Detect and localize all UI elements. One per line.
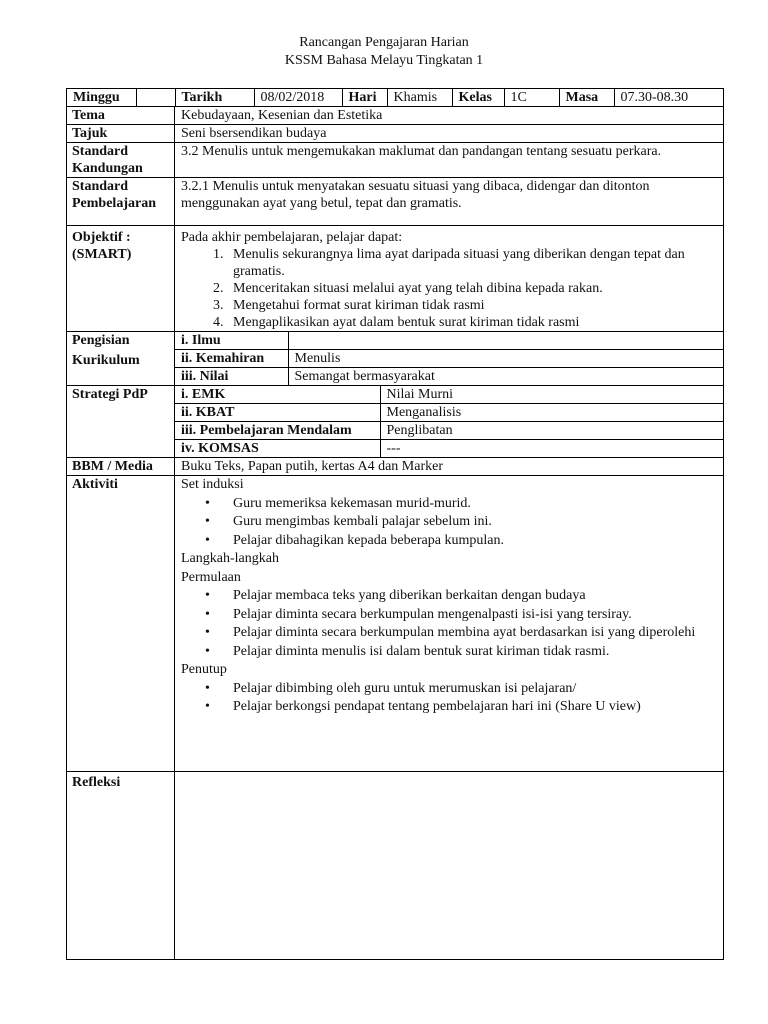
refleksi-row <box>67 772 724 960</box>
standard-pembelajaran-value-line2: menggunakan ayat yang betul, tepat dan gramatis. <box>181 196 462 211</box>
komsas-value: --- <box>380 440 723 458</box>
emk-label: i. EMK <box>175 386 380 404</box>
langkah-title: Langkah-langkah <box>181 551 279 566</box>
header-info-table <box>67 89 724 106</box>
objektif-item: 4. Mengaplikasikan ayat dalam bentuk surat kiriman tidak rasmi <box>227 314 717 331</box>
objektif-item: 1. Menulis sekurangnya lima ayat daripada situasi yang diberikan dengan tepat dan gramatis. <box>227 246 717 280</box>
objektif-label-line1: Objektif : <box>72 230 131 245</box>
list-item: • Pelajar dibahagikan kepada beberapa kumpulan. <box>227 532 717 551</box>
list-item: • Pelajar membaca teks yang diberikan berkaitan dengan budaya <box>227 587 717 606</box>
tarikh-value: 08/02/2018 <box>254 89 342 106</box>
standard-pembelajaran-label <box>67 178 175 226</box>
pengisian-label-line2: Kurikulum <box>72 353 140 368</box>
strategi-label: Strategi PdP <box>67 386 175 458</box>
pembelajaran-mendalam-value: Penglibatan <box>380 422 723 440</box>
objektif-label-line2: (SMART) <box>72 247 132 262</box>
ilmu-label: i. Ilmu <box>175 332 288 350</box>
list-item: • Pelajar diminta secara berkumpulan mengenalpasti isi-isi yang tersiray. <box>227 606 717 625</box>
list-item: • Pelajar diminta secara berkumpulan membina ayat berdasarkan isi yang diperolehi <box>227 624 717 643</box>
tajuk-row <box>67 125 724 143</box>
strategi-row <box>67 386 724 458</box>
standard-pembelajaran-row <box>67 178 724 226</box>
kemahiran-label: ii. Kemahiran <box>175 350 288 368</box>
standard-kandungan-row <box>67 143 724 178</box>
penutup-title: Penutup <box>181 662 227 677</box>
bbm-row <box>67 458 724 476</box>
masa-value: 07.30-08.30 <box>614 89 724 106</box>
refleksi-value <box>175 772 724 960</box>
tema-value: Kebudayaan, Kesenian dan Estetika <box>175 107 724 125</box>
aktiviti-label: Aktiviti <box>67 476 175 772</box>
kelas-value: 1C <box>504 89 559 106</box>
kelas-label: Kelas <box>452 89 504 106</box>
objektif-item: 2. Menceritakan situasi melalui ayat yang telah dibina kepada rakan. <box>227 280 717 297</box>
list-item: • Guru mengimbas kembali palajar sebelum ini. <box>227 513 717 532</box>
ilmu-value <box>288 332 723 350</box>
doc-subtitle: KSSM Bahasa Melayu Tingkatan 1 <box>284 53 484 68</box>
minggu-value <box>136 89 175 106</box>
doc-title: Rancangan Pengajaran Harian <box>299 35 469 50</box>
bbm-value: Buku Teks, Papan putih, kertas A4 dan Marker <box>175 458 724 476</box>
tajuk-label: Tajuk <box>67 125 175 143</box>
pengisian-row <box>67 332 724 386</box>
objektif-content <box>175 226 724 332</box>
permulaan-title: Permulaan <box>181 569 241 585</box>
standard-kandungan-label <box>67 143 175 178</box>
standard-pembelajaran-label-line1: Standard <box>72 179 129 194</box>
nilai-label: iii. Nilai <box>175 368 288 386</box>
refleksi-label: Refleksi <box>67 772 175 960</box>
kbat-label: ii. KBAT <box>175 404 380 422</box>
bbm-label: BBM / Media <box>67 458 175 476</box>
standard-pembelajaran-value <box>175 178 724 226</box>
hari-label: Hari <box>342 89 387 106</box>
hari-value: Khamis <box>387 89 452 106</box>
tema-label: Tema <box>67 107 175 125</box>
aktiviti-row <box>67 476 724 772</box>
page-header <box>0 34 768 70</box>
standard-pembelajaran-label-line2: Pembelajaran <box>72 196 156 211</box>
list-item: • Pelajar berkongsi pendapat tentang pembelajaran hari ini (Share U view) <box>227 698 717 717</box>
standard-pembelajaran-value-line1: 3.2.1 Menulis untuk menyatakan sesuatu situasi yang dibaca, didengar dan ditonton <box>181 179 650 194</box>
objektif-label <box>67 226 175 332</box>
aktiviti-content <box>175 476 724 772</box>
nilai-value: Semangat bermasyarakat <box>288 368 723 386</box>
emk-value: Nilai Murni <box>380 386 723 404</box>
komsas-label: iv. KOMSAS <box>175 440 380 458</box>
lesson-plan-table <box>66 88 724 960</box>
list-item: • Pelajar dibimbing oleh guru untuk merumuskan isi pelajaran/ <box>227 680 717 699</box>
pengisian-label-line1: Pengisian <box>72 333 130 348</box>
tajuk-value: Seni bsersendikan budaya <box>175 125 724 143</box>
strategi-table <box>175 386 723 457</box>
standard-kandungan-value: 3.2 Menulis untuk mengemukakan maklumat dan pandangan tentang sesuatu perkara. <box>175 143 724 178</box>
objektif-list <box>181 246 717 331</box>
penutup-list <box>181 680 717 717</box>
masa-label: Masa <box>559 89 614 106</box>
kemahiran-value: Menulis <box>288 350 723 368</box>
pembelajaran-mendalam-label: iii. Pembelajaran Mendalam <box>175 422 380 440</box>
kbat-value: Menganalisis <box>380 404 723 422</box>
header-info-row <box>67 89 724 107</box>
tema-row <box>67 107 724 125</box>
tarikh-label: Tarikh <box>175 89 254 106</box>
list-item: • Pelajar diminta menulis isi dalam bentuk surat kiriman tidak rasmi. <box>227 643 717 662</box>
pengisian-table <box>175 332 723 385</box>
set-induksi-title: Set induksi <box>181 477 244 492</box>
standard-kandungan-label-line2: Kandungan <box>72 161 143 176</box>
pengisian-label <box>67 332 175 386</box>
list-item: • Guru memeriksa kekemasan murid-murid. <box>227 495 717 514</box>
standard-kandungan-label-line1: Standard <box>72 144 129 159</box>
objektif-item: 3. Mengetahui format surat kiriman tidak rasmi <box>227 297 717 314</box>
objektif-row <box>67 226 724 332</box>
objektif-intro: Pada akhir pembelajaran, pelajar dapat: <box>181 230 403 245</box>
minggu-label: Minggu <box>67 89 136 106</box>
set-induksi-list <box>181 495 717 551</box>
permulaan-list <box>181 587 717 661</box>
